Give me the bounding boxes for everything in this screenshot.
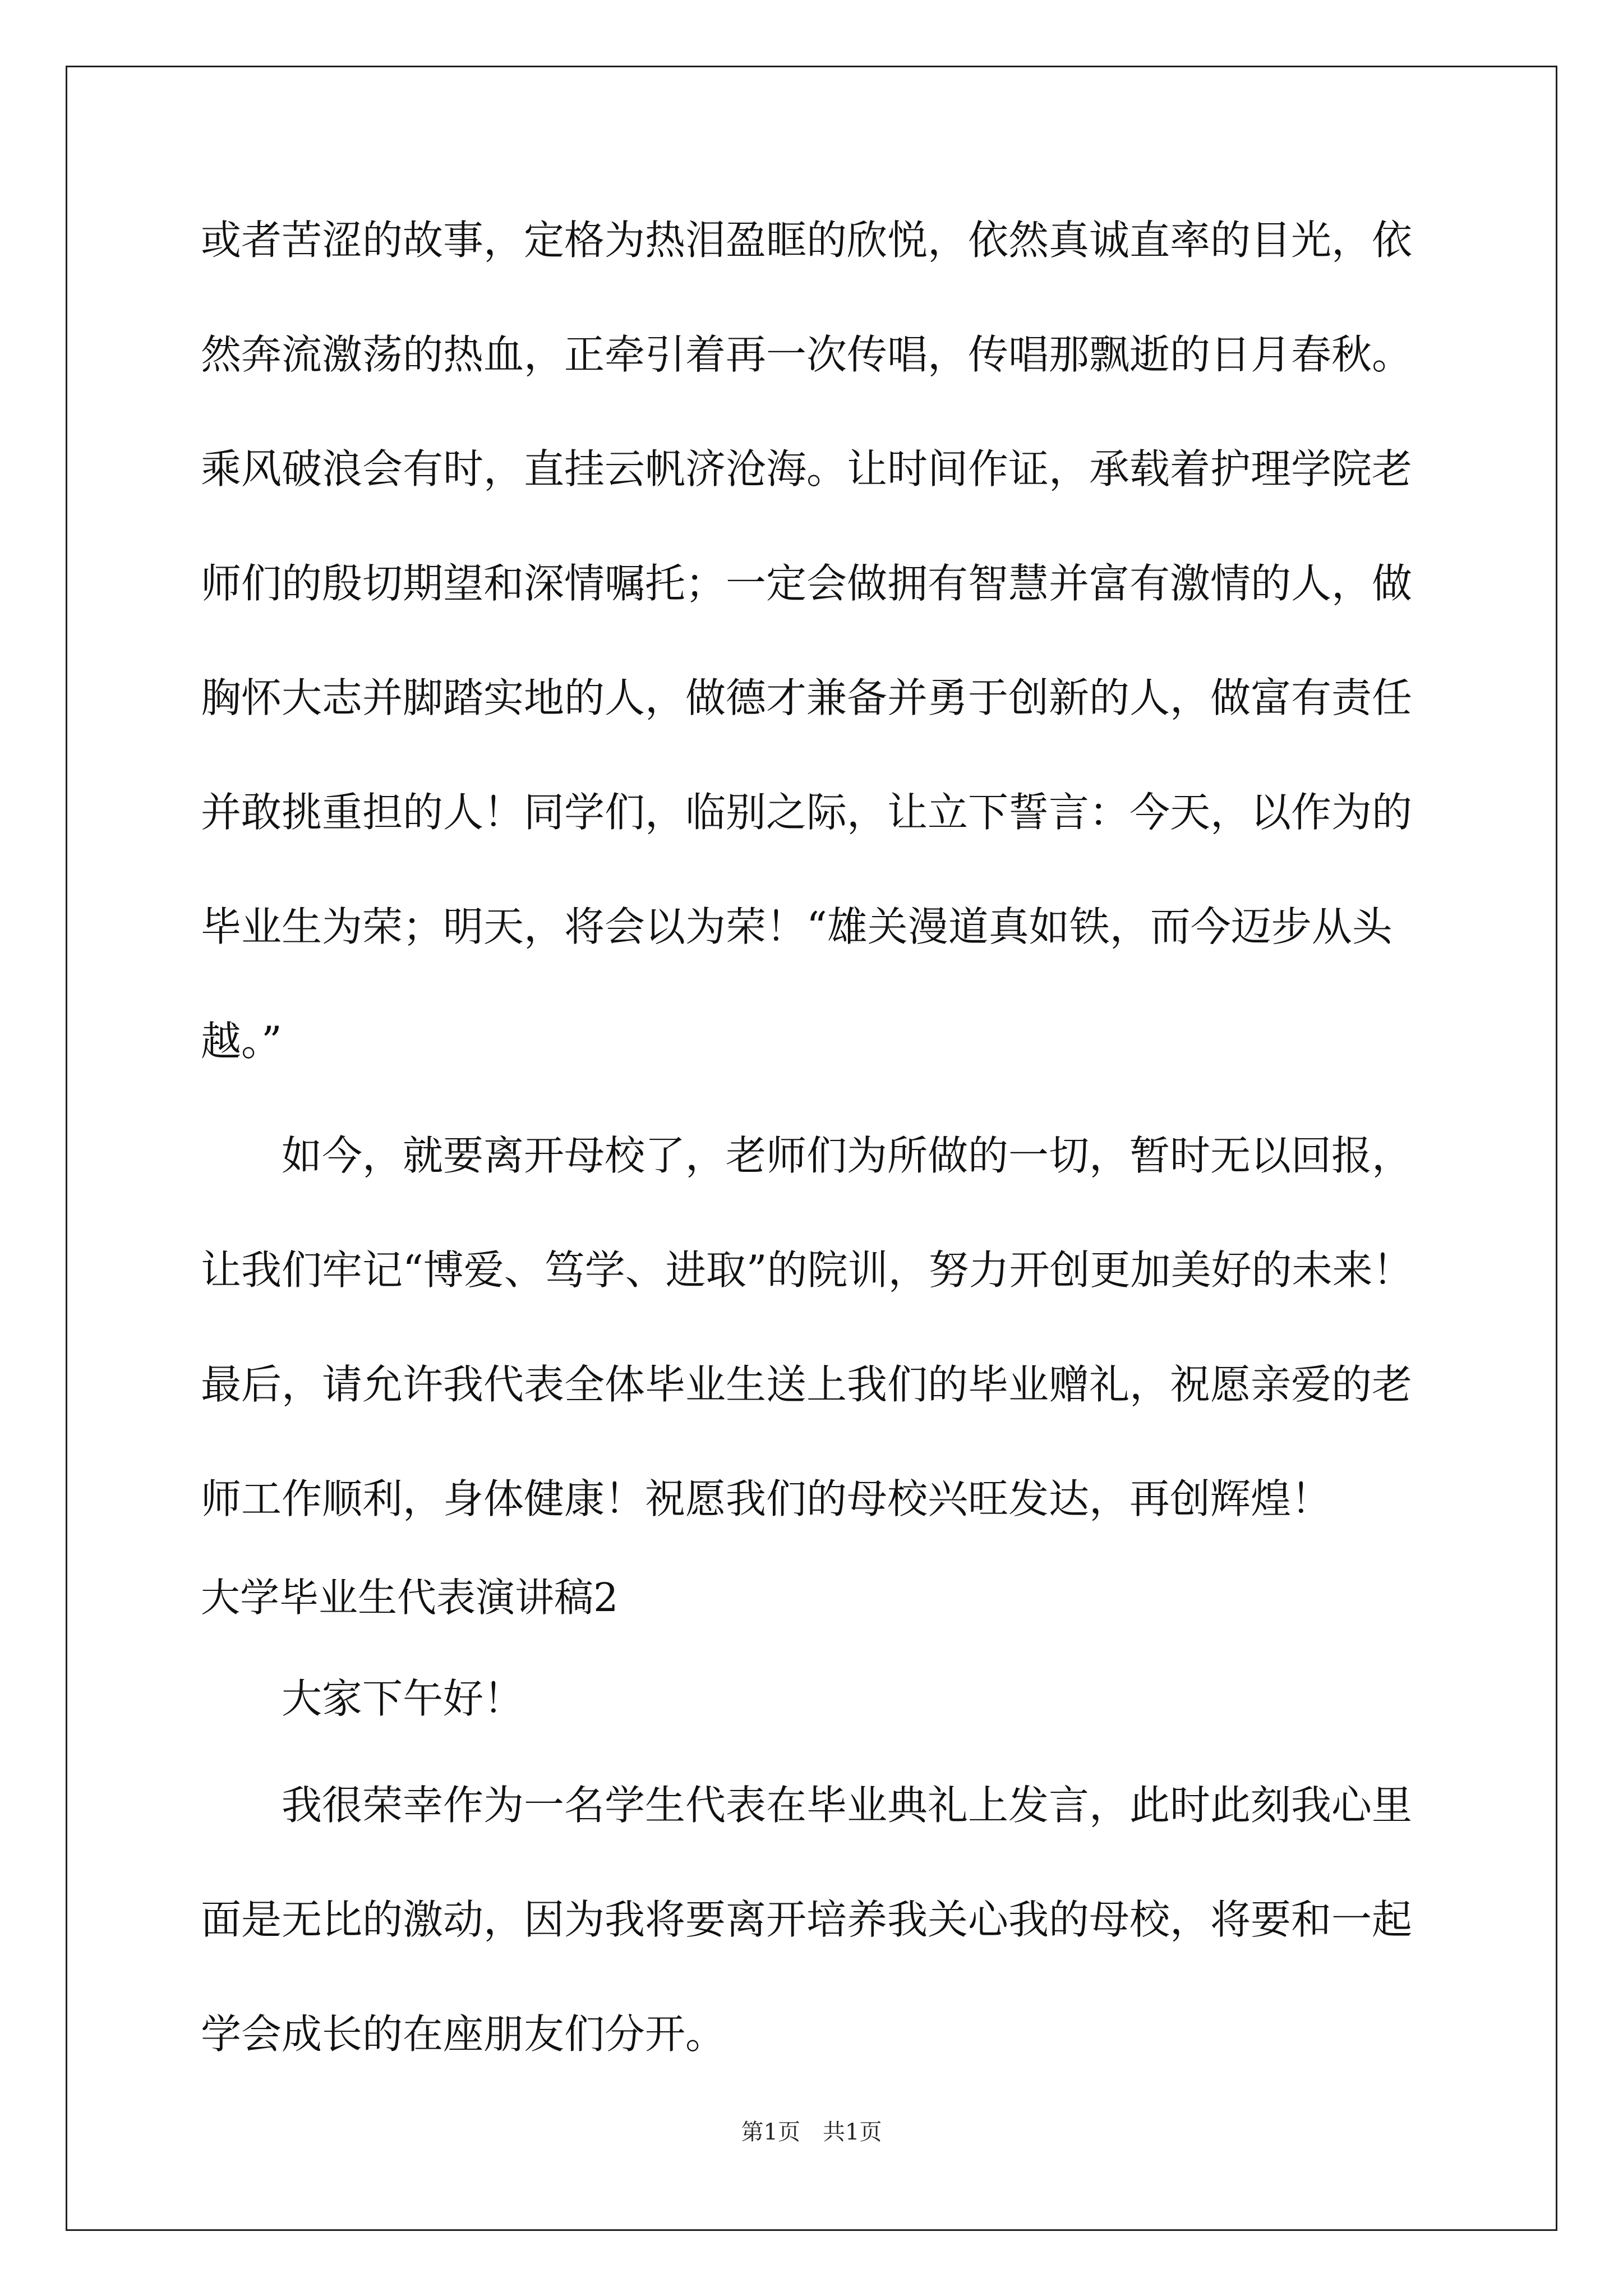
paragraph-line: 如今，就要离开母校了，老师们为所做的一切，暂时无以回报， [282,1132,1413,1179]
greeting-line: 大家下午好！ [282,1675,524,1722]
paragraph-line: 胸怀大志并脚踏实地的人，做德才兼备并勇于创新的人，做富有责任 [201,674,1413,721]
paragraph-line: 师工作顺利，身体健康！祝愿我们的母校兴旺发达，再创辉煌！ [201,1475,1332,1522]
paragraph-line: 我很荣幸作为一名学生代表在毕业典礼上发言，此时此刻我心里 [282,1782,1413,1829]
paragraph-line: 并敢挑重担的人！同学们，临别之际，让立下誓言：今天，以作为的 [201,789,1413,836]
paragraph-line: 学会成长的在座朋友们分开。 [201,2010,726,2058]
paragraph-line: 毕业生为荣；明天，将会以为荣！“雄关漫道真如铁，而今迈步从头 [201,903,1393,950]
paragraph-line: 越。” [201,1018,282,1065]
paragraph-line: 乘风破浪会有时，直挂云帆济沧海。让时间作证，承载着护理学院老 [201,445,1413,493]
paragraph-line: 面是无比的激动，因为我将要离开培养我关心我的母校，将要和一起 [201,1896,1413,1943]
section-heading: 大学毕业生代表演讲稿2 [201,1575,619,1621]
paragraph-line: 然奔流激荡的热血，正牵引着再一次传唱，传唱那飘逝的日月春秋。 [201,331,1413,378]
paragraph-line: 让我们牢记“博爱、笃学、进取”的院训，努力开创更加美好的未来！ [201,1246,1413,1294]
page-number: 第1页 共1页 [741,2119,882,2145]
paragraph-line: 或者苦涩的故事，定格为热泪盈眶的欣悦，依然真诚直率的目光，依 [201,217,1413,264]
paragraph-line: 师们的殷切期望和深情嘱托；一定会做拥有智慧并富有激情的人，做 [201,560,1413,607]
paragraph-line: 最后，请允许我代表全体毕业生送上我们的毕业赠礼，祝愿亲爱的老 [201,1361,1413,1408]
